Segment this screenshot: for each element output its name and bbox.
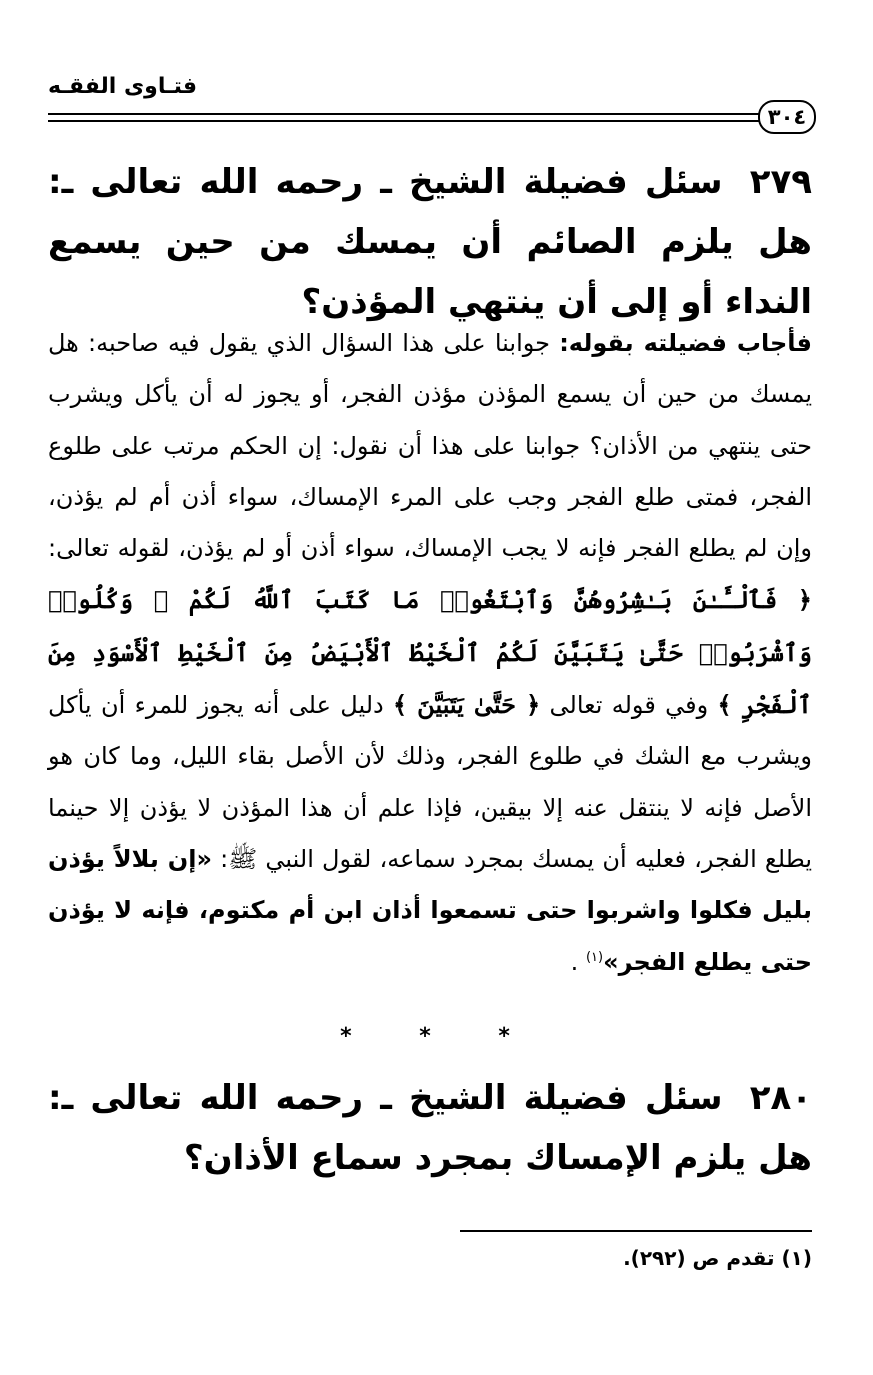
question-number: ٢٨٠ — [749, 1078, 813, 1118]
header-rule-double — [48, 120, 760, 122]
quran-verse: ﴿ فَٱلْـَٔـٰنَ بَـٰشِرُوهُنَّ وَٱبْتَغُوا۟ مَا كَتَبَ ٱللَّهُ لَكُمْ ۚ وَكُلُوا۟ وَٱشْرَبُوا۟ حَتَّىٰ يَتَبَيَّنَ لَكُمُ ٱلْخَيْطُ ٱلْأَبْيَضُ مِنَ ٱلْخَيْطِ ٱلْأَسْوَدِ مِنَ ٱلْفَجْرِ ﴾ — [48, 585, 812, 720]
answer-text-part1: جوابنا على هذا السؤال الذي يقول فيه صاحبه: هل يمسك من حين أن يسمع المؤذن مؤذن الفجر، أو يجوز له أن يأكل ويشرب حتى ينتهي من الأذان؟ جوابنا على هذا أن نقول: إن الحكم مرتب على طلوع الفجر، فمتى طلع الفجر وجب على المرء الإمساك، سواء أذن أم لم يؤذن، وإن لم يطلع الفجر فإنه لا يجب الإمساك، سواء أذن أو لم يؤذن، لقوله تعالى: — [48, 329, 812, 563]
running-title: فتـاوى الفقـه — [48, 74, 197, 99]
answer-intro: فأجاب فضيلته بقوله: — [559, 329, 812, 357]
hadith-quote: «إن بلالاً يؤذن بليل فكلوا واشربوا حتى تسمعوا أذان ابن أم مكتوم، فإنه لا يؤذن حتى يطلع الفجر» — [48, 844, 812, 976]
section-separator: * * * — [340, 1024, 540, 1049]
question-280 — [48, 1068, 812, 1188]
answer-ending: . — [570, 947, 586, 976]
answer-text-part3: دليل على أنه يجوز للمرء أن يأكل ويشرب مع الشك في طلوع الفجر، وذلك لأن الأصل بقاء الليل، وما كان هو الأصل فإنه لا ينتقل عنه إلا بيقين، فإذا علم أن هذا المؤذن لا يؤذن إلا حينما يطلع الفجر، فعليه أن يمسك بمجرد سماعه، لقول النبي ﷺ: — [48, 691, 813, 873]
answer-text-part2: وفي قوله تعالى — [540, 691, 718, 720]
question-279 — [48, 152, 812, 332]
answer-279 — [48, 318, 812, 988]
question-text: سئل فضيلة الشيخ ـ رحمه الله تعالى ـ: هل يلزم الصائم أن يمسك من حين يسمع النداء أو إلى أن ينتهي المؤذن؟ — [48, 162, 812, 322]
footnote: (١) تقدم ص (٢٩٢). — [623, 1246, 812, 1270]
quran-verse-excerpt: ﴿ حَتَّىٰ يَتَبَيَّنَ ﴾ — [393, 690, 541, 720]
footnote-rule — [460, 1230, 812, 1232]
footnote-marker: (١) — [585, 949, 604, 965]
header-rule — [48, 113, 760, 115]
page-number: ٣٠٤ — [758, 100, 816, 134]
question-number: ٢٧٩ — [749, 162, 813, 202]
question-text: سئل فضيلة الشيخ ـ رحمه الله تعالى ـ: هل يلزم الإمساك بمجرد سماع الأذان؟ — [48, 1078, 812, 1178]
